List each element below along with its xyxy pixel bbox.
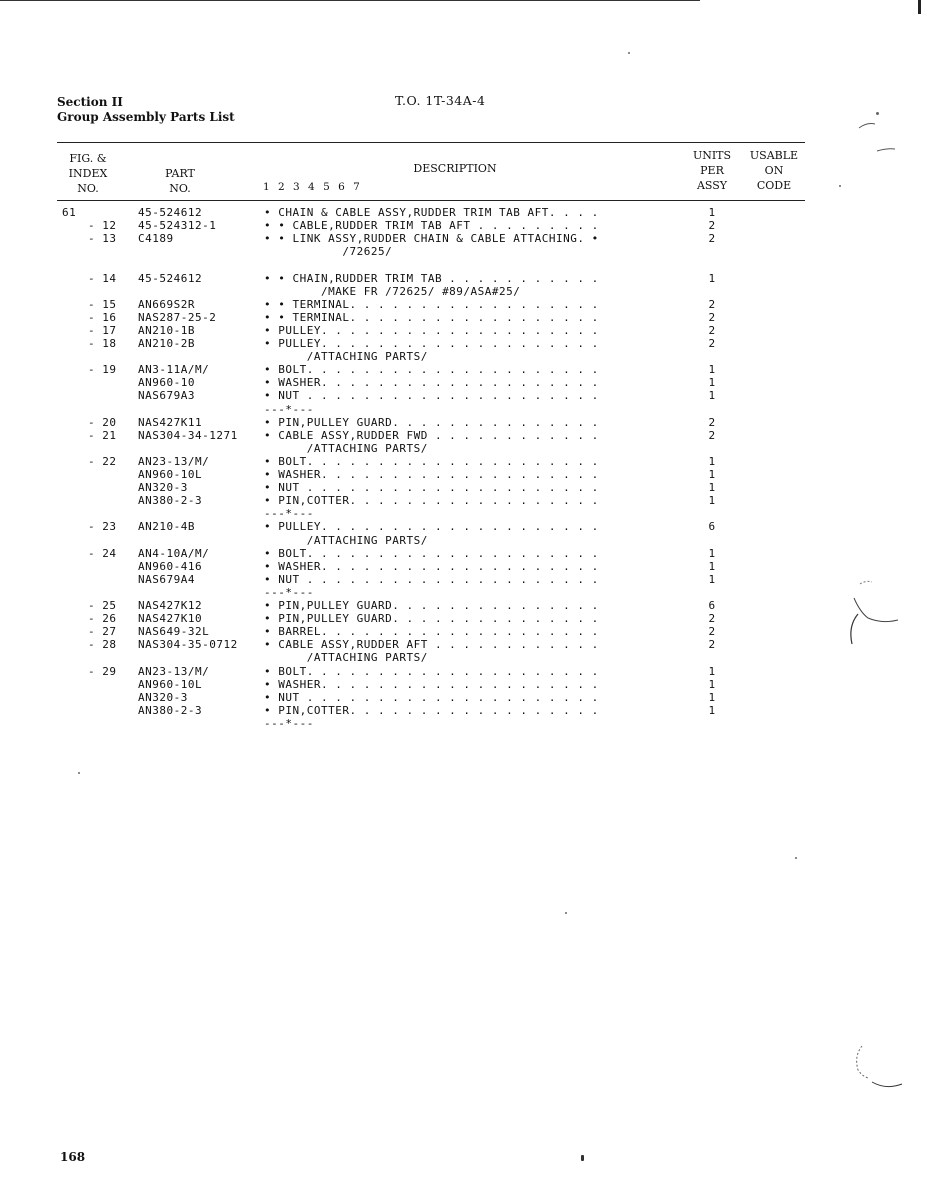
table-row bbox=[0, 376, 927, 389]
part-description: • PIN,PULLEY GUARD. . . . . . . . . . . . . . . bbox=[264, 612, 599, 626]
scan-speck bbox=[628, 52, 630, 54]
units-per-assy: 1 bbox=[708, 546, 716, 560]
part-number: 45-524612 bbox=[138, 271, 203, 285]
index-number: - 19 bbox=[88, 363, 117, 377]
part-description: • BARREL. . . . . . . . . . . . . . . . . . . . bbox=[264, 625, 599, 639]
part-description: /ATTACHING PARTS/ bbox=[264, 651, 428, 665]
table-row bbox=[0, 337, 927, 350]
part-number: C4189 bbox=[138, 232, 174, 246]
table-top-rule bbox=[57, 142, 805, 143]
part-description: /72625/ bbox=[264, 245, 393, 259]
part-description: ---*--- bbox=[264, 585, 314, 599]
col-indent-levels: 1 2 3 4 5 6 7 bbox=[263, 181, 363, 193]
part-description: • • TERMINAL. . . . . . . . . . . . . . . . . . bbox=[264, 297, 599, 311]
col-part-no: PART NO. bbox=[165, 167, 195, 195]
units-per-assy: 2 bbox=[708, 625, 716, 639]
table-row bbox=[0, 363, 927, 376]
part-description: ---*--- bbox=[264, 716, 314, 730]
table-row bbox=[0, 350, 927, 363]
index-number: - 18 bbox=[88, 337, 117, 350]
units-per-assy: 1 bbox=[708, 690, 716, 704]
scan-speck bbox=[795, 857, 797, 859]
part-description: ---*--- bbox=[264, 402, 314, 416]
table-row bbox=[0, 547, 927, 560]
units-per-assy: 1 bbox=[708, 389, 716, 403]
part-number: AN23-13/M/ bbox=[138, 664, 210, 678]
to-number: T.O. 1T-34A-4 bbox=[395, 93, 486, 108]
table-row bbox=[0, 442, 927, 455]
part-number: NAS427K10 bbox=[138, 612, 203, 626]
table-row bbox=[0, 586, 927, 599]
part-number: NAS304-35-0712 bbox=[138, 638, 238, 652]
index-number: - 29 bbox=[88, 664, 117, 678]
corner-mark bbox=[918, 0, 921, 14]
table-row bbox=[0, 206, 927, 219]
units-per-assy: 1 bbox=[708, 206, 716, 219]
table-row bbox=[0, 311, 927, 324]
table-row bbox=[0, 573, 927, 586]
part-description: • BOLT. . . . . . . . . . . . . . . . . . . . . bbox=[264, 664, 599, 678]
units-per-assy: 2 bbox=[708, 297, 716, 311]
table-row bbox=[0, 403, 927, 416]
units-per-assy: 2 bbox=[708, 337, 716, 350]
part-description: • BOLT. . . . . . . . . . . . . . . . . . . . . bbox=[264, 546, 599, 560]
table-row bbox=[0, 416, 927, 429]
part-description: • WASHER. . . . . . . . . . . . . . . . . . . . bbox=[264, 677, 599, 691]
part-number: 45-524612 bbox=[138, 206, 203, 219]
index-number: - 26 bbox=[88, 612, 117, 626]
part-number: AN669S2R bbox=[138, 297, 195, 311]
part-description: • WASHER. . . . . . . . . . . . . . . . . . . . bbox=[264, 468, 599, 481]
part-description: /ATTACHING PARTS/ bbox=[264, 441, 428, 455]
units-per-assy: 1 bbox=[708, 363, 716, 377]
table-row bbox=[0, 612, 927, 625]
units-per-assy: 2 bbox=[708, 323, 716, 337]
part-description: /ATTACHING PARTS/ bbox=[264, 350, 428, 364]
part-description: • • TERMINAL. . . . . . . . . . . . . . . . . . bbox=[264, 310, 599, 324]
index-number: - 14 bbox=[88, 271, 117, 285]
table-row bbox=[0, 665, 927, 678]
table-row bbox=[0, 678, 927, 691]
margin-mark bbox=[832, 1040, 904, 1094]
part-number: AN320-3 bbox=[138, 690, 188, 704]
units-per-assy: 6 bbox=[708, 520, 716, 534]
part-description: • NUT . . . . . . . . . . . . . . . . . . . . . bbox=[264, 481, 599, 495]
margin-mark bbox=[855, 108, 915, 158]
part-number: AN3-11A/M/ bbox=[138, 363, 210, 377]
scan-speck bbox=[78, 772, 80, 774]
part-description: • PIN,PULLEY GUARD. . . . . . . . . . . . . . . bbox=[264, 599, 599, 612]
part-number: AN380-2-3 bbox=[138, 703, 203, 717]
col-description: DESCRIPTION bbox=[413, 162, 497, 175]
index-number: - 22 bbox=[88, 454, 117, 468]
units-per-assy: 1 bbox=[708, 572, 716, 586]
table-row bbox=[0, 717, 927, 730]
part-description: • • CHAIN,RUDDER TRIM TAB . . . . . . . . . . . bbox=[264, 271, 599, 285]
part-description: • • LINK ASSY,RUDDER CHAIN & CABLE ATTACHING. • bbox=[264, 232, 599, 246]
units-per-assy: 1 bbox=[708, 481, 716, 495]
units-per-assy: 2 bbox=[708, 310, 716, 324]
col-usable-on-code: USABLE ON CODE bbox=[749, 149, 799, 192]
index-number: - 24 bbox=[88, 546, 117, 560]
units-per-assy: 2 bbox=[708, 219, 716, 233]
section-title: Section II bbox=[57, 95, 123, 109]
table-row bbox=[0, 507, 927, 520]
units-per-assy: 6 bbox=[708, 599, 716, 612]
index-number: - 13 bbox=[88, 232, 117, 246]
table-row bbox=[0, 481, 927, 494]
table-row bbox=[0, 219, 927, 232]
units-per-assy: 1 bbox=[708, 559, 716, 573]
page-number: 168 bbox=[60, 1150, 86, 1164]
table-row bbox=[0, 599, 927, 612]
units-per-assy: 1 bbox=[708, 376, 716, 390]
scan-speck bbox=[581, 1155, 584, 1161]
units-per-assy: 2 bbox=[708, 638, 716, 652]
part-description: • PIN,COTTER. . . . . . . . . . . . . . . . . . bbox=[264, 494, 599, 508]
part-description: • PULLEY. . . . . . . . . . . . . . . . . . . . bbox=[264, 520, 599, 534]
units-per-assy: 1 bbox=[708, 454, 716, 468]
index-number: - 16 bbox=[88, 310, 117, 324]
table-row bbox=[0, 560, 927, 573]
units-per-assy: 2 bbox=[708, 612, 716, 626]
table-row bbox=[0, 520, 927, 533]
part-description: • PULLEY. . . . . . . . . . . . . . . . . . . . bbox=[264, 337, 599, 350]
table-row bbox=[0, 272, 927, 285]
index-number: - 23 bbox=[88, 520, 117, 534]
part-number: NAS427K12 bbox=[138, 599, 203, 612]
index-number: - 27 bbox=[88, 625, 117, 639]
part-number: AN960-416 bbox=[138, 559, 203, 573]
section-header bbox=[57, 95, 235, 125]
part-description: • NUT . . . . . . . . . . . . . . . . . . . . . bbox=[264, 389, 599, 403]
units-per-assy: 1 bbox=[708, 677, 716, 691]
margin-mark bbox=[842, 578, 902, 648]
table-row bbox=[0, 285, 927, 298]
index-number: - 25 bbox=[88, 599, 117, 612]
part-description: • PIN,PULLEY GUARD. . . . . . . . . . . . . . . bbox=[264, 415, 599, 429]
units-per-assy: 1 bbox=[708, 494, 716, 508]
part-number: NAS679A3 bbox=[138, 389, 195, 403]
part-description: /MAKE FR /72625/ #89/ASA#25/ bbox=[264, 284, 521, 298]
scan-speck bbox=[565, 912, 567, 914]
part-description: • BOLT. . . . . . . . . . . . . . . . . . . . . bbox=[264, 363, 599, 377]
table-row bbox=[0, 258, 927, 271]
table-row bbox=[0, 245, 927, 258]
table-row bbox=[0, 494, 927, 507]
part-description: • CHAIN & CABLE ASSY,RUDDER TRIM TAB AFT. . . . bbox=[264, 206, 599, 219]
part-description: /ATTACHING PARTS/ bbox=[264, 533, 428, 547]
part-number: NAS287-25-2 bbox=[138, 310, 217, 324]
part-number: AN320-3 bbox=[138, 481, 188, 495]
table-row bbox=[0, 468, 927, 481]
table-row bbox=[0, 704, 927, 717]
index-number: - 28 bbox=[88, 638, 117, 652]
top-edge-rule bbox=[0, 0, 700, 1]
part-description: • WASHER. . . . . . . . . . . . . . . . . . . . bbox=[264, 376, 599, 390]
part-description: • PIN,COTTER. . . . . . . . . . . . . . . . . . bbox=[264, 703, 599, 717]
part-description: • WASHER. . . . . . . . . . . . . . . . . . . . bbox=[264, 559, 599, 573]
table-row bbox=[0, 651, 927, 664]
table-row bbox=[0, 429, 927, 442]
table-row bbox=[0, 625, 927, 638]
part-description: • • CABLE,RUDDER TRIM TAB AFT . . . . . . . . . bbox=[264, 219, 599, 233]
index-number: - 15 bbox=[88, 297, 117, 311]
figure-number: 61 bbox=[62, 206, 77, 219]
units-per-assy: 1 bbox=[708, 271, 716, 285]
index-number: - 17 bbox=[88, 323, 117, 337]
part-number: AN210-1B bbox=[138, 323, 195, 337]
part-description: • NUT . . . . . . . . . . . . . . . . . . . . . bbox=[264, 572, 599, 586]
part-number: NAS679A4 bbox=[138, 572, 195, 586]
part-number: AN960-10L bbox=[138, 468, 203, 481]
col-fig-index: FIG. & INDEX NO. bbox=[68, 152, 108, 195]
index-number: - 21 bbox=[88, 428, 117, 442]
col-units-per-assy: UNITS PER ASSY bbox=[692, 149, 732, 192]
part-number: AN960-10 bbox=[138, 376, 195, 390]
section-subtitle: Group Assembly Parts List bbox=[57, 110, 235, 124]
units-per-assy: 2 bbox=[708, 428, 716, 442]
table-row bbox=[0, 298, 927, 311]
table-row bbox=[0, 534, 927, 547]
units-per-assy: 1 bbox=[708, 468, 716, 481]
part-number: NAS304-34-1271 bbox=[138, 428, 238, 442]
index-number: - 12 bbox=[88, 219, 117, 233]
units-per-assy: 2 bbox=[708, 415, 716, 429]
scan-speck bbox=[839, 185, 841, 187]
part-description: ---*--- bbox=[264, 507, 314, 521]
table-row bbox=[0, 324, 927, 337]
table-row bbox=[0, 638, 927, 651]
part-number: AN960-10L bbox=[138, 677, 203, 691]
table-row bbox=[0, 389, 927, 402]
index-number: - 20 bbox=[88, 415, 117, 429]
units-per-assy: 1 bbox=[708, 664, 716, 678]
part-description: • CABLE ASSY,RUDDER AFT . . . . . . . . . . . . bbox=[264, 638, 599, 652]
part-description: • BOLT. . . . . . . . . . . . . . . . . . . . . bbox=[264, 454, 599, 468]
part-description: • CABLE ASSY,RUDDER FWD . . . . . . . . . . . . bbox=[264, 428, 599, 442]
part-number: AN210-4B bbox=[138, 520, 195, 534]
part-number: NAS649-32L bbox=[138, 625, 210, 639]
table-row bbox=[0, 232, 927, 245]
part-number: AN210-2B bbox=[138, 337, 195, 350]
units-per-assy: 1 bbox=[708, 703, 716, 717]
part-number: NAS427K11 bbox=[138, 415, 203, 429]
table-row bbox=[0, 455, 927, 468]
part-description: • PULLEY. . . . . . . . . . . . . . . . . . . . bbox=[264, 323, 599, 337]
table-header-rule bbox=[57, 200, 805, 201]
part-description: • NUT . . . . . . . . . . . . . . . . . . . . . bbox=[264, 690, 599, 704]
table-row bbox=[0, 691, 927, 704]
part-number: AN4-10A/M/ bbox=[138, 546, 210, 560]
part-number: 45-524312-1 bbox=[138, 219, 217, 233]
part-number: AN23-13/M/ bbox=[138, 454, 210, 468]
part-number: AN380-2-3 bbox=[138, 494, 203, 508]
units-per-assy: 2 bbox=[708, 232, 716, 246]
